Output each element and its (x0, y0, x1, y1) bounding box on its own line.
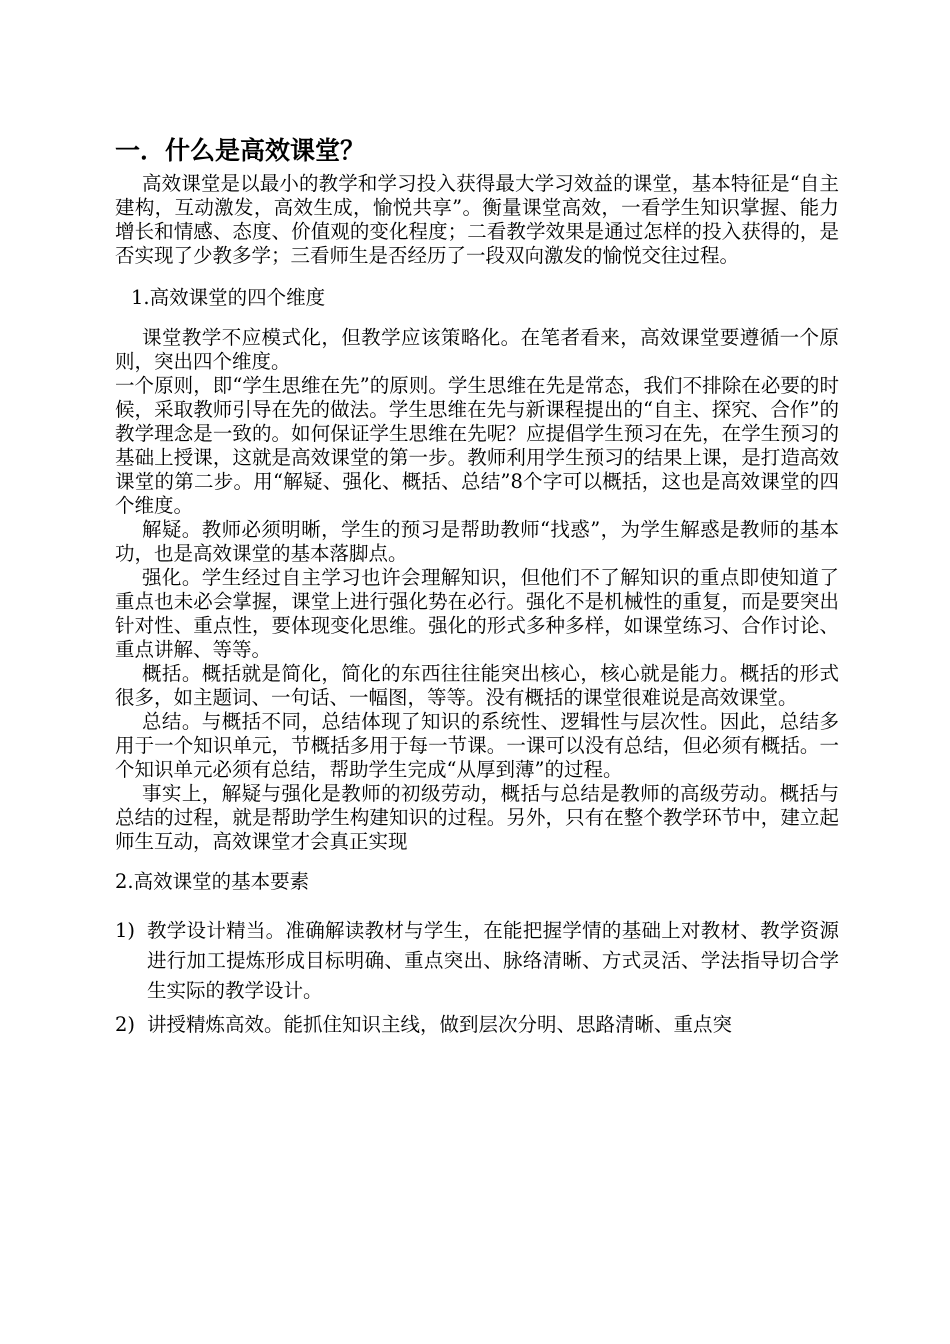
list-item-text: 教学设计精当。准确解读教材与学生，在能把握学情的基础上对教材、教学资源进行加工提炼形成目标明确、重点突出、脉络清晰、方式灵活、学法指导切合学生实际的教学设计。 (147, 919, 839, 1002)
paragraph-strategy: 课堂教学不应模式化，但教学应该策略化。在笔者看来，高效课堂要遵循一个原则，突出四个维度。 (115, 326, 839, 373)
document-body (115, 134, 839, 1044)
list-item-number: 1) (115, 919, 136, 942)
list-item (115, 1010, 839, 1040)
paragraph-summarize: 总结。与概括不同，总结体现了知识的系统性、逻辑性与层次性。因此，总结多用于一个知识单元，节概括多用于每一节课。一课可以没有总结，但必须有概括。一个知识单元必须有总结，帮助学生完成“从厚到薄”的过程。 (115, 710, 839, 781)
subsection-title-elements: 2.高效课堂的基本要素 (115, 870, 310, 893)
list-item-number: 2) (115, 1013, 136, 1036)
intro-paragraph: 高效课堂是以最小的教学和学习投入获得最大学习效益的课堂，基本特征是“自主建构，互动激发，高效生成，愉悦共享”。衡量课堂高效，一看学生知识掌握、能力增长和情感、态度、价值观的变化程度；二看教学效果是通过怎样的投入获得的，是否实现了少教多学；三看师生是否经历了一段双向激发的愉悦交往过程。 (115, 172, 839, 267)
list-item-text: 讲授精炼高效。能抓住知识主线，做到层次分明、思路清晰、重点突 (147, 1013, 733, 1036)
subsection-title-dimensions: 1.高效课堂的四个维度 (131, 286, 326, 309)
section-heading: 一．什么是高效课堂？ (115, 136, 366, 165)
paragraph-resolve-doubts: 解疑。教师必须明晰，学生的预习是帮助教师“找惑”，为学生解惑是教师的基本功，也是高效课堂的基本落脚点。 (115, 518, 839, 565)
paragraph-conclusion: 事实上，解疑与强化是教师的初级劳动，概括与总结是教师的高级劳动。概括与总结的过程，就是帮助学生构建知识的过程。另外，只有在整个教学环节中，建立起师生互动，高效课堂才会真正实现 (115, 782, 839, 853)
paragraph-principle: 一个原则，即“学生思维在先”的原则。学生思维在先是常态，我们不排除在必要的时候，采取教师引导在先的做法。学生思维在先与新课程提出的“自主、探究、合作”的教学理念是一致的。如何保证学生思维在先呢？应提倡学生预习在先，在学生预习的基础上授课，这就是高效课堂的第一步。教师利用学生预习的结果上课，是打造高效课堂的第二步。用“解疑、强化、概括、总结”8个字可以概括，这也是高效课堂的四个维度。 (115, 374, 839, 517)
list-item (115, 916, 839, 1006)
paragraph-generalize: 概括。概括就是简化，简化的东西往往能突出核心，核心就是能力。概括的形式很多，如主题词、一句话、一幅图，等等。没有概括的课堂很难说是高效课堂。 (115, 662, 839, 709)
paragraph-reinforce: 强化。学生经过自主学习也许会理解知识，但他们不了解知识的重点即使知道了重点也未必会掌握，课堂上进行强化势在必行。强化不是机械性的重复，而是要突出针对性、重点性，要体现变化思维。强化的形式多种多样，如课堂练习、合作讨论、重点讲解、等等。 (115, 566, 839, 661)
elements-list (115, 916, 839, 1040)
